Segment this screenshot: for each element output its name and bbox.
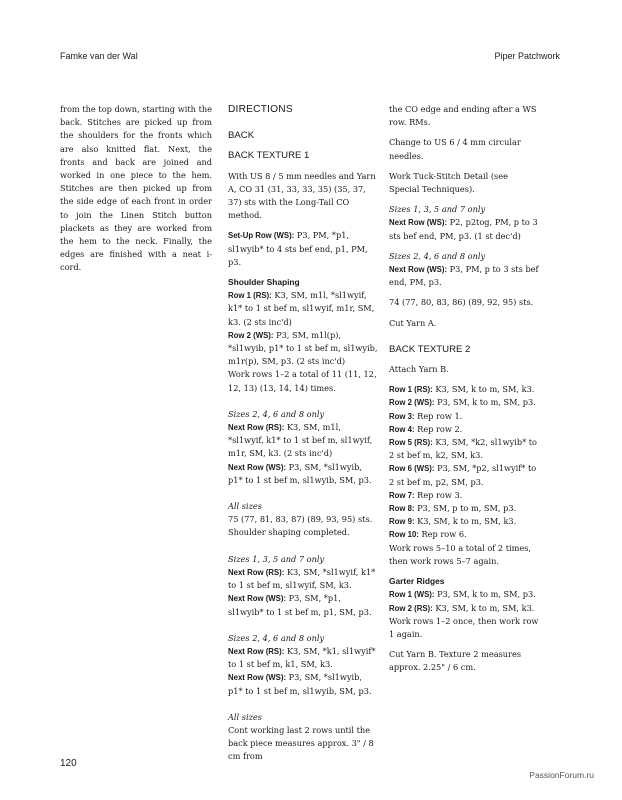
texture-row [389,383,539,396]
shoulder-shaping-heading: Shoulder Shaping [228,277,300,288]
cut-yarn-a: Cut Yarn A. [389,317,437,328]
texture-row-label: Row 5 (RS): [389,438,433,448]
texture-row-text: Rep row 2. [414,423,463,434]
next-row-ws-text: P3, PM, p to 3 sts bef end, PM, p3. [389,264,539,288]
next-row-ws-text: P2, p2tog, PM, p to 3 sts bef end, PM, p3. (1 st dec'd) [389,217,538,241]
texture-row [389,528,539,541]
next-row-ws-c [228,671,378,697]
garter-row-2-label: Row 2 (RS): [389,603,433,613]
next-row-rs-text: K3, SM, *sl1wyif, k1* to 1 st bef m, sl1wyif, SM, k3. [228,566,376,591]
texture-row [389,410,539,423]
intro-paragraph: from the top down, starting with the back. Stitches are picked up from the shoulders for the fronts which are also knitted flat. Next, the fronts and back are joined and worked in one piece to the hem. Stitches are then picked up from the side edge of each front in order to join the Linen Stitch button plackets as they are worked from the hem to the neck. Finally, the edges are finished with a neat i-cord. [60,104,212,273]
setup-row-label: Set-Up Row (WS): [228,231,295,241]
texture-row-label: Row 7: [389,490,415,500]
next-row-ws-a [228,461,378,487]
sizes-even-label: Sizes 2, 4, 6 and 8 only [228,408,325,419]
sizes-odd-label: Sizes 1, 3, 5 and 7 only [228,553,325,564]
texture-row [389,396,539,409]
next-row-rs-b [228,566,378,592]
next-row-rs-text: K3, SM, *k1, sl1wyif* to 1 st bef m, k1, SM, k3. [228,645,376,670]
pattern-name: Piper Patchwork [494,51,560,61]
row-2-label: Row 2 (WS): [228,330,274,340]
next-row-rs-text: K3, SM, m1l, *sl1wyif, k1* to 1 st bef m, sl1wyif, m1r, SM, k3. (2 sts inc'd) [228,422,373,459]
garter-row-2-text: K3, SM, k to m, SM, k3. [432,602,535,613]
texture-row [389,489,539,502]
next-row-ws-label: Next Row (WS): [389,218,448,228]
change-needles: Change to US 6 / 4 mm circular needles. [389,137,521,161]
row-2 [228,329,378,369]
texture-row-label: Row 3: [389,411,415,421]
next-row-ws-label: Next Row (WS): [228,594,287,604]
setup-row [228,229,378,269]
next-row-rs-label: Next Row (RS): [228,567,285,577]
row-2-text: P3, SM, m1l(p), *sl1wyib, p1* to 1 st bef m, sl1wyib, m1r(p), SM, p3. (2 sts inc'd) [228,329,378,367]
next-row-ws-label: Next Row (WS): [389,265,448,275]
texture-row-text: K3, SM, *k2, sl1wyib* to 2 st bef m, k2, SM, k3. [389,437,537,461]
next-row-rs-a [228,421,378,461]
next-row-ws-odd [389,216,539,242]
texture-row-label: Row 8: [389,504,415,514]
next-row-ws-even [389,263,539,289]
watermark: PassionForum.ru [529,770,594,780]
texture-row-label: Row 9: [389,517,415,527]
next-row-ws-label: Next Row (WS): [228,673,287,683]
next-row-ws-text: P3, SM, *sl1wyib, p1* to 1 st bef m, sl1wyib, SM, p3. [228,672,372,696]
garter-ridges-heading: Garter Ridges [389,576,445,587]
column-1 [60,103,212,275]
row-1 [228,289,378,329]
texture-row-text: Rep row 1. [414,410,463,421]
garter-work: Work rows 1–2 once, then work row 1 again. [389,615,539,639]
all-sizes-label-2: All sizes [228,711,262,722]
garter-row-1-label: Row 1 (WS): [389,590,435,600]
texture-row-text: Rep row 6. [418,529,467,540]
row-1-text: K3, SM, m1l, *sl1wyif, k1* to 1 st bef m, sl1wyif, m1r, SM, k3. (2 sts inc'd) [228,290,375,327]
stitch-count: 74 (77, 80, 83, 86) (89, 92, 95) sts. [389,297,534,308]
texture-row [389,515,539,528]
garter-row-1-text: P3, SM, k to m, SM, p3. [434,589,536,600]
texture-row-text: Rep row 3. [414,489,463,500]
row-1-label: Row 1 (RS): [228,291,272,301]
garter-row-1 [389,588,539,601]
cut-yarn-b: Cut Yarn B. Texture 2 measures approx. 2.25" / 6 cm. [389,649,522,673]
all-sizes-label: All sizes [228,501,262,512]
texture-row [389,462,539,488]
next-row-ws-text: P3, SM, *p1, sl1wyib* to 1 st bef m, p1, SM, p3. [228,593,372,617]
next-row-ws-text: P3, SM, *sl1wyib, p1* to 1 st bef m, sl1wyib, SM, p3. [228,461,372,485]
shoulder-completed: Shoulder shaping completed. [228,527,350,538]
next-row-rs-c [228,645,378,671]
sizes-even-label-2: Sizes 2, 4, 6 and 8 only [228,632,325,643]
work-rows-repeat: Work rows 5–10 a total of 2 times, then work rows 5–7 again. [389,542,532,566]
sizes-even-label: Sizes 2, 4, 6 and 8 only [389,250,486,261]
rows-total: Work rows 1–2 a total of 11 (11, 12, 12, 13) (13, 14, 14) times. [228,369,377,393]
column-3 [389,103,539,675]
directions-heading: DIRECTIONS [228,104,293,115]
texture-row [389,502,539,515]
back-texture-1-heading: BACK TEXTURE 1 [228,150,310,162]
texture-row-label: Row 4: [389,424,415,434]
sizes-odd-label: Sizes 1, 3, 5 and 7 only [389,204,486,215]
tuck-stitch: Work Tuck-Stitch Detail (see Special Techniques). [389,170,508,195]
next-row-rs-label: Next Row (RS): [228,646,285,656]
page-number: 120 [60,758,77,769]
continue-instructions: Cont working last 2 rows until the back piece measures approx. 3" / 8 cm from [228,724,374,762]
next-row-rs-label: Next Row (RS): [228,423,285,433]
garter-row-2 [389,602,539,615]
stitch-count: 75 (77, 81, 83, 87) (89, 93, 95) sts. [228,514,373,525]
texture-row-label: Row 10: [389,530,419,540]
texture-row-label: Row 1 (RS): [389,385,433,395]
back-heading: BACK [228,130,255,142]
texture-row-text: K3, SM, k to m, SM, k3. [414,516,517,527]
texture-row-text: K3, SM, k to m, SM, k3. [432,384,535,395]
texture-row-label: Row 6 (WS): [389,464,435,474]
next-row-ws-label: Next Row (WS): [228,462,287,472]
next-row-ws-b [228,592,378,618]
texture-row [389,436,539,462]
attach-yarn-b: Attach Yarn B. [389,364,449,375]
texture-row-text: P3, SM, k to m, SM, p3. [434,397,536,408]
texture-row-label: Row 2 (WS): [389,398,435,408]
setup-row-text: P3, PM, *p1, sl1wyib* to 4 sts bef end, p1, PM, p3. [228,230,368,267]
texture-2-rows [389,383,539,541]
texture-row [389,423,539,436]
continue-instructions-end: the CO edge and ending after a WS row. RMs. [389,104,537,128]
texture-row-text: P3, SM, *p2, sl1wyif* to 2 st bef m, p2, SM, p3. [389,463,537,487]
texture-row-text: P3, SM, p to m, SM, p3. [414,503,517,514]
cast-on-instructions: With US 8 / 5 mm needles and Yarn A, CO 31 (31, 33, 33, 35) (35, 37, 37) sts with the Long-Tail CO method. [228,170,376,221]
column-2 [228,103,378,764]
back-texture-2-heading: BACK TEXTURE 2 [389,343,471,355]
author-name: Famke van der Wal [60,51,138,61]
